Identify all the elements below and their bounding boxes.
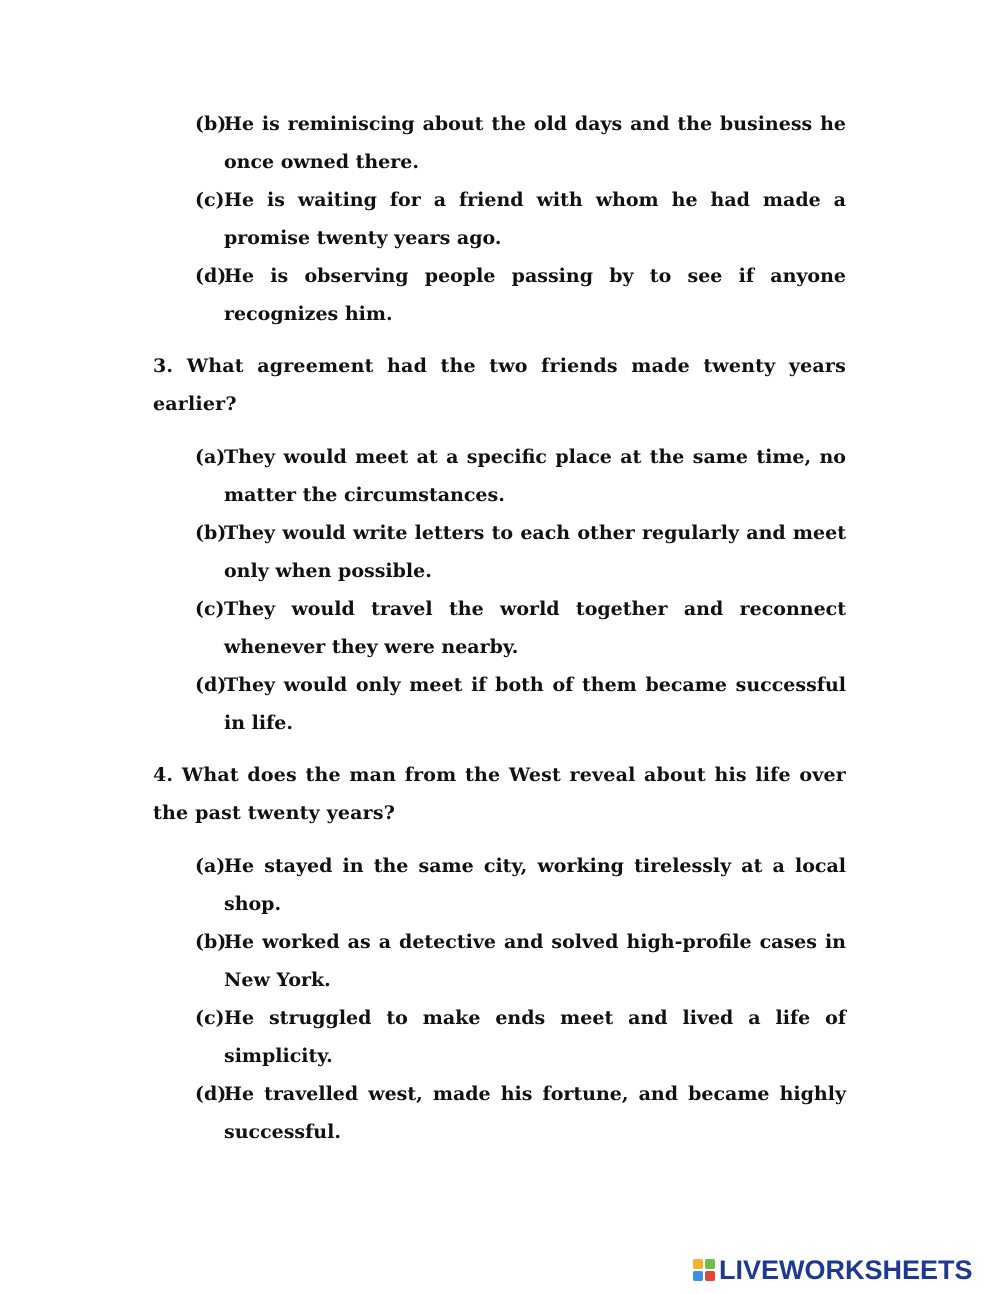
q3-option-a[interactable] bbox=[195, 438, 846, 514]
option-label: (d) bbox=[195, 265, 227, 287]
option-text: He is reminiscing about the old days and the business he once owned there. bbox=[224, 113, 846, 173]
q2-option-b[interactable] bbox=[195, 105, 846, 181]
option-text: They would only meet if both of them became successful in life. bbox=[224, 674, 846, 734]
option-text: They would write letters to each other regularly and meet only when possible. bbox=[224, 522, 846, 582]
option-label: (a) bbox=[195, 855, 226, 877]
q2-option-c[interactable] bbox=[195, 181, 846, 257]
option-text: They would travel the world together and reconnect whenever they were nearby. bbox=[224, 598, 846, 658]
option-text: He is waiting for a friend with whom he had made a promise twenty years ago. bbox=[224, 189, 846, 249]
option-text: They would meet at a specific place at the same time, no matter the circumstances. bbox=[224, 446, 846, 506]
option-label: (c) bbox=[195, 189, 225, 211]
option-text: He stayed in the same city, working tirelessly at a local shop. bbox=[224, 855, 846, 915]
q4-option-d[interactable] bbox=[195, 1075, 846, 1151]
option-label: (d) bbox=[195, 1083, 227, 1105]
question-number: 4. bbox=[153, 764, 174, 786]
q3-option-b[interactable] bbox=[195, 514, 846, 590]
option-label: (a) bbox=[195, 446, 226, 468]
question-text: What agreement had the two friends made twenty years earlier? bbox=[153, 355, 846, 415]
option-label: (c) bbox=[195, 1007, 225, 1029]
option-text: He travelled west, made his fortune, and became highly successful. bbox=[224, 1083, 846, 1143]
option-label: (b) bbox=[195, 113, 227, 135]
q3-option-d[interactable] bbox=[195, 666, 846, 742]
q4-option-a[interactable] bbox=[195, 847, 846, 923]
brand-name: LIVEWORKSHEETS bbox=[719, 1254, 973, 1285]
q4-option-b[interactable] bbox=[195, 923, 846, 999]
question-3 bbox=[153, 347, 846, 423]
question-text: What does the man from the West reveal about his life over the past twenty years? bbox=[153, 764, 846, 824]
option-text: He struggled to make ends meet and lived a life of simplicity. bbox=[224, 1007, 846, 1067]
q2-option-d[interactable] bbox=[195, 257, 846, 333]
option-label: (c) bbox=[195, 598, 225, 620]
liveworksheets-brand[interactable] bbox=[693, 1253, 973, 1287]
option-label: (b) bbox=[195, 522, 227, 544]
question-number: 3. bbox=[153, 355, 174, 377]
option-label: (d) bbox=[195, 674, 227, 696]
option-text: He is observing people passing by to see if anyone recognizes him. bbox=[224, 265, 846, 325]
question-4 bbox=[153, 756, 846, 832]
option-text: He worked as a detective and solved high-profile cases in New York. bbox=[224, 931, 846, 991]
q3-option-c[interactable] bbox=[195, 590, 846, 666]
option-label: (b) bbox=[195, 931, 227, 953]
liveworksheets-logo-icon bbox=[693, 1259, 715, 1281]
q4-option-c[interactable] bbox=[195, 999, 846, 1075]
